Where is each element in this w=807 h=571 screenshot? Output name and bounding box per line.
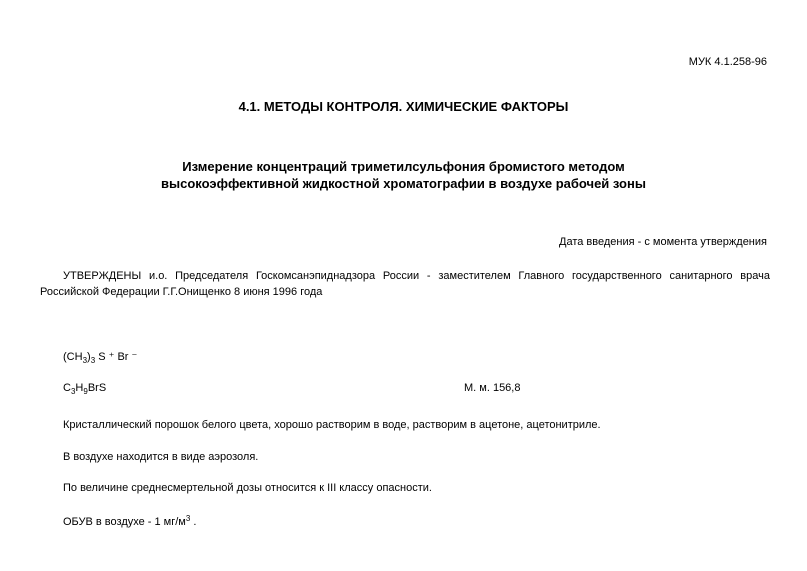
paragraph-obuv bbox=[63, 514, 196, 528]
introduction-date: Дата введения - с момента утверждения bbox=[559, 236, 767, 248]
structural-formula bbox=[63, 350, 137, 365]
formula-close: ) bbox=[87, 351, 91, 363]
approval-statement bbox=[40, 268, 770, 300]
formula-h: H bbox=[75, 382, 84, 394]
formula-c: C bbox=[63, 382, 71, 394]
title-line-2: высокоэффективной жидкостной хроматографии в воздухе рабочей зоны bbox=[161, 176, 646, 191]
approval-line-2: Российской Федерации Г.Г.Онищенко 8 июня 1996 года bbox=[40, 286, 323, 298]
obuv-end: . bbox=[190, 516, 197, 528]
document-title bbox=[0, 158, 807, 192]
empirical-formula bbox=[63, 382, 106, 396]
paragraph-description: Кристаллический порошок белого цвета, хорошо растворим в воде, растворим в ацетоне, ацетонитриле. bbox=[63, 419, 601, 431]
title-line-1: Измерение концентраций триметилсульфония бромистого методом bbox=[182, 159, 625, 174]
section-title: 4.1. МЕТОДЫ КОНТРОЛЯ. ХИМИЧЕСКИЕ ФАКТОРЫ bbox=[238, 99, 569, 114]
formula-sub-2: 3 bbox=[90, 356, 96, 365]
molar-mass: М. м. 156,8 bbox=[464, 382, 521, 394]
formula-h-sub: 9 bbox=[83, 387, 88, 396]
obuv-text: ОБУВ в воздухе - 1 мг/м bbox=[63, 516, 186, 528]
obuv-sup: 3 bbox=[185, 514, 191, 523]
formula-sub-1: 3 bbox=[82, 356, 88, 365]
formula-rest: BrS bbox=[87, 382, 107, 394]
paragraph-aerosol: В воздухе находится в виде аэрозоля. bbox=[63, 451, 259, 463]
paragraph-hazard-class: По величине среднесмертельной дозы относится к III классу опасности. bbox=[63, 482, 432, 494]
formula-c-sub: 3 bbox=[70, 387, 76, 396]
formula-open: (CH bbox=[63, 351, 83, 363]
document-code: МУК 4.1.258-96 bbox=[688, 56, 767, 68]
approval-line-1: УТВЕРЖДЕНЫ и.о. Председателя Госкомсанэпиднадзора России - заместителем Главного государственного санитарного врача bbox=[63, 270, 770, 282]
formula-rest: S ⁺ Br ⁻ bbox=[95, 351, 138, 363]
